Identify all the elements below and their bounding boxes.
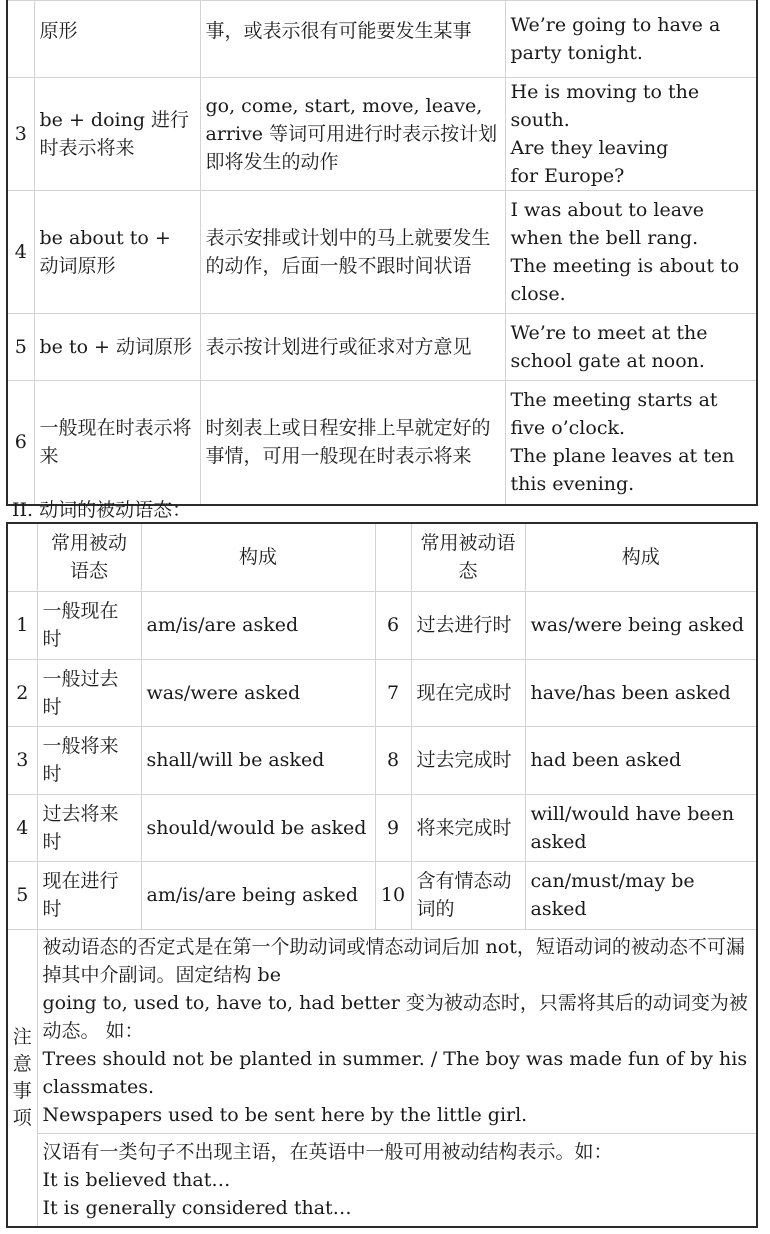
example-line: for Europe? [510, 165, 625, 187]
structure-cell: shall/will be asked [141, 726, 375, 794]
row-number: 5 [7, 861, 37, 929]
row-number: 9 [375, 794, 411, 861]
row-number: 3 [7, 726, 37, 794]
example-line: We’re to meet at the school gate at noon. [510, 322, 708, 372]
usage-cell: 事，或表示很有可能要发生某事 [200, 1, 505, 78]
table-row [7, 1, 757, 78]
table-row [7, 191, 757, 314]
header-row [7, 523, 757, 591]
table-row [7, 794, 757, 861]
structure-cell: was/were asked [141, 659, 375, 726]
header-structure: 构成 [141, 523, 375, 591]
row-number: 4 [7, 794, 37, 861]
examples-cell [505, 314, 757, 381]
header-tense: 常用被动语态 [37, 523, 141, 591]
tense-cell: 过去将来时 [37, 794, 141, 861]
examples-cell [505, 1, 757, 78]
note-line: It is generally considered that… [42, 1196, 352, 1219]
passive-voice-table [6, 522, 758, 1228]
notes-label: 注意事项 [7, 929, 37, 1227]
example-line: We’re going to have a party tonight. [510, 14, 721, 64]
table-row [7, 314, 757, 381]
structure-cell: have/has been asked [525, 659, 757, 726]
row-number: 3 [7, 78, 34, 191]
tense-cell: 一般过去时 [37, 659, 141, 726]
table-row [7, 591, 757, 659]
table-row [7, 659, 757, 726]
note-cell [37, 1133, 757, 1227]
form-cell: be about to + 动词原形 [34, 191, 200, 314]
structure-cell: will/would have been asked [525, 794, 757, 861]
usage-cell: go, come, start, move, leave, arrive 等词可用进行时表示按计划即将发生的动作 [200, 78, 505, 191]
example-line: Are they leaving [510, 137, 669, 159]
usage-cell: 表示按计划进行或征求对方意见 [200, 314, 505, 381]
row-number [7, 1, 34, 78]
tense-cell: 现在完成时 [411, 659, 525, 726]
note-line: Newspapers used to be sent here by the little girl. [42, 1104, 528, 1126]
tense-cell: 过去进行时 [411, 591, 525, 659]
structure-cell: am/is/are asked [141, 591, 375, 659]
example-line: He is moving to the south. [510, 81, 700, 131]
examples-cell [505, 191, 757, 314]
tense-cell: 一般现在时 [37, 591, 141, 659]
structure-cell: had been asked [525, 726, 757, 794]
table-row [7, 381, 757, 505]
tense-cell: 含有情态动词的 [411, 861, 525, 929]
tense-cell: 现在进行时 [37, 861, 141, 929]
note-line: 被动语态的否定式是在第一个助动词或情态动词后加 not，短语动词的被动态不可漏掉其中介副词。固定结构 be [42, 936, 745, 986]
note-cell [37, 929, 757, 1133]
table-row [7, 726, 757, 794]
header-blank [7, 523, 37, 591]
usage-cell: 时刻表上或日程安排上早就定好的事情，可用一般现在时表示将来 [200, 381, 505, 505]
note-line: going to, used to, have to, had better 变为被动态时，只需将其后的动词变为被动态。 如： [42, 992, 748, 1042]
example-line: The meeting is about to close. [510, 255, 740, 305]
structure-cell: was/were being asked [525, 591, 757, 659]
header-structure: 构成 [525, 523, 757, 591]
note-line: Trees should not be planted in summer. / The boy was made fun of by his classmates. [42, 1048, 748, 1098]
row-number: 6 [7, 381, 34, 505]
future-tense-table [6, 0, 758, 506]
structure-cell: can/must/may be asked [525, 861, 757, 929]
row-number: 1 [7, 591, 37, 659]
form-cell: be to + 动词原形 [34, 314, 200, 381]
row-number: 7 [375, 659, 411, 726]
form-cell: be + doing 进行时表示将来 [34, 78, 200, 191]
usage-cell: 表示安排或计划中的马上就要发生的动作，后面一般不跟时间状语 [200, 191, 505, 314]
row-number: 2 [7, 659, 37, 726]
notes-row [7, 929, 757, 1133]
row-number: 10 [375, 861, 411, 929]
tense-cell: 将来完成时 [411, 794, 525, 861]
note-line: 汉语有一类句子不出现主语，在英语中一般可用被动结构表示。如： [42, 1140, 613, 1163]
row-number: 5 [7, 314, 34, 381]
structure-cell: am/is/are being asked [141, 861, 375, 929]
examples-cell [505, 78, 757, 191]
tense-cell: 过去完成时 [411, 726, 525, 794]
examples-cell [505, 381, 757, 505]
example-line: The plane leaves at ten this evening. [510, 445, 735, 496]
table-row [7, 78, 757, 191]
header-tense: 常用被动语态 [411, 523, 525, 591]
tense-cell: 一般将来时 [37, 726, 141, 794]
row-number: 4 [7, 191, 34, 314]
section-title: II. 动词的被动语态： [12, 499, 192, 521]
form-cell: 原形 [34, 1, 200, 78]
structure-cell: should/would be asked [141, 794, 375, 861]
form-cell: 一般现在时表示将来 [34, 381, 200, 505]
note-line: It is believed that… [42, 1168, 231, 1191]
table-row [7, 861, 757, 929]
header-blank [375, 523, 411, 591]
row-number: 8 [375, 726, 411, 794]
notes-row [7, 1133, 757, 1227]
row-number: 6 [375, 591, 411, 659]
example-line: I was about to leave when the bell rang. [510, 199, 705, 249]
example-line: The meeting starts at five o’clock. [510, 389, 718, 440]
